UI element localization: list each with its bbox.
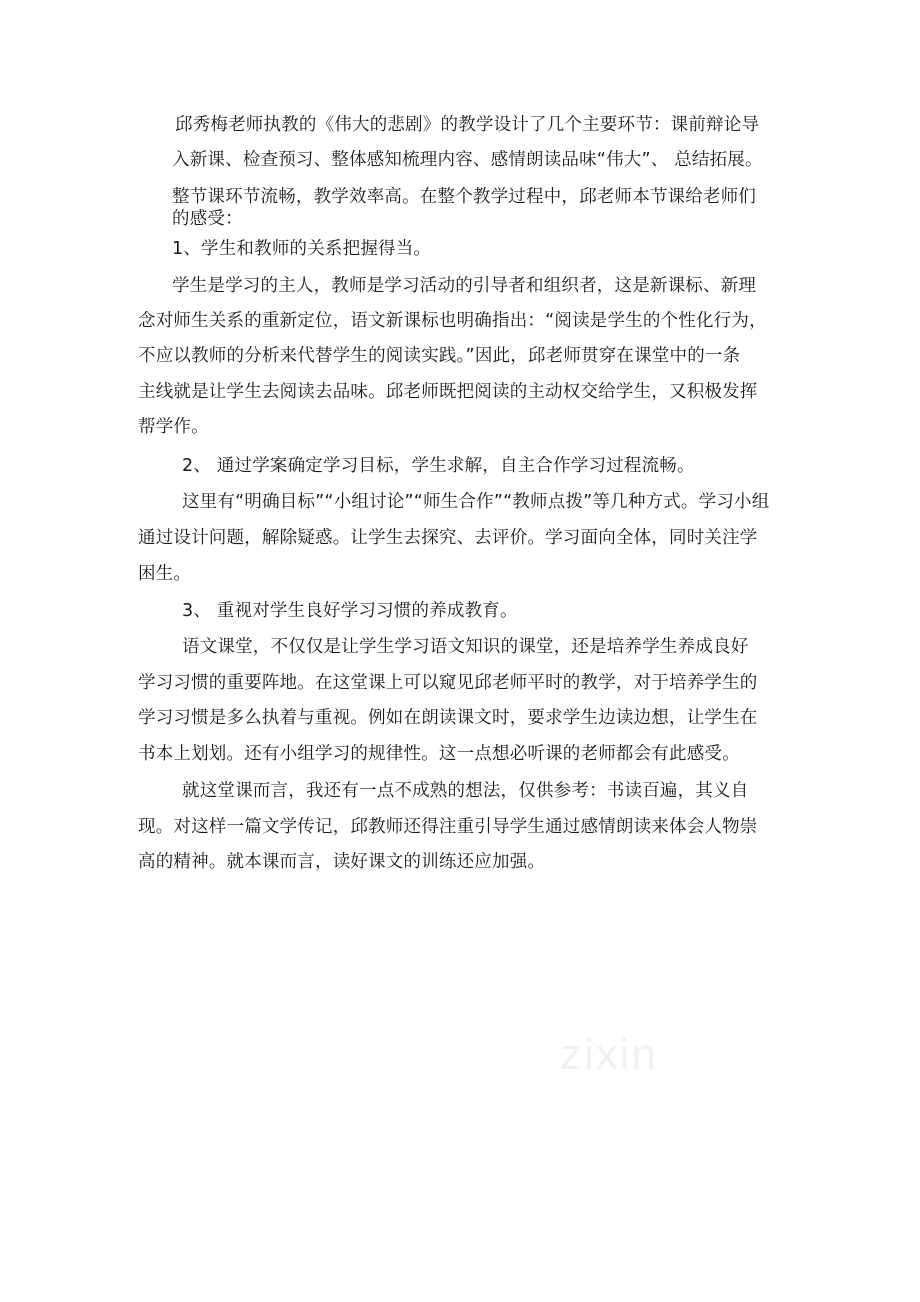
text-line: 学生是学习的主人，教师是学习活动的引导者和组织者，这是新课标、新理 <box>172 276 757 296</box>
text-line: 高的精神。就本课而言，读好课文的训练还应加强。 <box>138 852 546 872</box>
text-line: 书本上划划。还有小组学习的规律性。这一点想必听课的老师都会有此感受。 <box>138 744 740 764</box>
text-line: 不应以教师的分析来代替学生的阅读实践。”因此，邱老师贯穿在课堂中的一条 <box>138 346 741 366</box>
text-line: 入新课、检查预习、整体感知梳理内容、感情朗读品味“伟大”、 总结拓展。 <box>172 150 763 170</box>
text-line: 困生。 <box>138 564 192 584</box>
text-line: 通过设计问题，解除疑惑。让学生去探究、去评价。学习面向全体，同时关注学 <box>138 528 758 548</box>
text-line: 整节课环节流畅，教学效率高。在整个教学过程中，邱老师本节课给老师们 <box>172 187 757 207</box>
text-line: 邱秀梅老师执教的《伟大的悲剧》的教学设计了几个主要环节：课前辩论导 <box>175 115 760 135</box>
text-line: 学习习惯是多么执着与重视。例如在朗读课文时，要求学生边读边想，让学生在 <box>138 708 758 728</box>
watermark: zixin <box>560 1030 659 1079</box>
text-line: 这里有“明确目标”“小组讨论”“师生合作”“教师点拨”等几种方式。学习小组 <box>182 492 770 512</box>
section-heading: 3、 重视对学生良好学习习惯的养成教育。 <box>182 601 518 621</box>
text-line: 现。对这样一篇文学传记，邱教师还得注重引导学生通过感情朗读来体会人物崇 <box>138 817 758 837</box>
section-heading: 1、学生和教师的关系把握得当。 <box>172 239 432 259</box>
text-line: 帮学作。 <box>138 417 209 437</box>
section-heading: 2、 通过学案确定学习目标，学生求解，自主合作学习过程流畅。 <box>182 456 695 476</box>
text-line: 的感受： <box>172 209 243 229</box>
text-line: 就这堂课而言，我还有一点不成熟的想法，仅供参考：书读百遍，其义自 <box>182 781 749 801</box>
text-line: 主线就是让学生去阅读去品味。邱老师既把阅读的主动权交给学生，又积极发挥 <box>138 382 758 402</box>
text-line: 学习习惯的重要阵地。在这堂课上可以窥见邱老师平时的教学，对于培养学生的 <box>138 673 758 693</box>
text-line: 语文课堂，不仅仅是让学生学习语文知识的课堂，还是培养学生养成良好 <box>182 637 749 657</box>
text-line: 念对师生关系的重新定位，语文新课标也明确指出：“阅读是学生的个性化行为， <box>138 311 767 331</box>
